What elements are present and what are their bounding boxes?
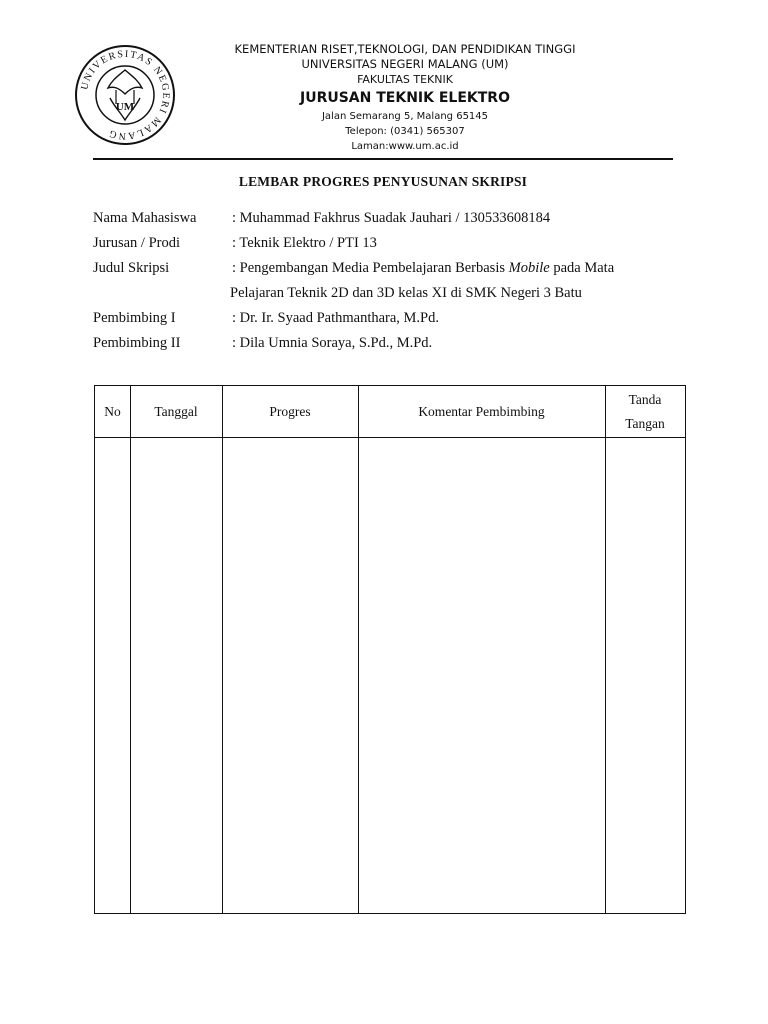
website: Laman:www.um.ac.id [351,141,459,152]
table-header-divider [95,437,685,438]
logo-center-text: UM [115,101,135,113]
progress-table [94,385,686,914]
field-label: Nama Mahasiswa [93,210,197,226]
table-column-divider [222,386,223,913]
field-label: Jurusan / Prodi [93,235,180,251]
department-name: JURUSAN TEKNIK ELEKTRO [300,90,510,106]
phone: Telepon: (0341) 565307 [345,126,465,137]
header-date: Tanggal [154,403,198,419]
university-logo [74,44,176,146]
letterhead [180,42,630,154]
header-signature-line2: Tangan [625,415,665,431]
header-signature [605,386,685,437]
field-label: Judul Skripsi [93,260,170,276]
thesis-title-part2: pada Mata [549,260,615,276]
header-signature-line1: Tanda [628,391,662,407]
ministry-name: KEMENTERIAN RISET,TEKNOLOGI, DAN PENDIDIKAN TINGGI [234,42,576,56]
field-label: Pembimbing I [93,310,176,326]
thesis-title-part1: : Pengembangan Media Pembelajaran Berbasis [232,260,509,276]
table-column-divider [358,386,359,913]
field-value: : Muhammad Fakhrus Suadak Jauhari / 130533608184 [232,210,551,226]
header-progress: Progres [269,403,311,419]
svg-text:UNIVERSITAS NEGERI MALANG [79,49,171,141]
field-label: Pembimbing II [93,335,181,351]
field-value: : Teknik Elektro / PTI 13 [232,235,377,251]
letterhead-divider [93,158,673,160]
field-value: Pelajaran Teknik 2D dan 3D kelas XI di SMK Negeri 3 Batu [230,285,582,301]
address: Jalan Semarang 5, Malang 65145 [321,111,489,122]
logo-ring-text: UNIVERSITAS NEGERI MALANG [79,48,172,142]
field-value: : Dr. Ir. Syaad Pathmanthara, M.Pd. [232,310,440,326]
header-comment: Komentar Pembimbing [418,403,545,419]
thesis-title-italic: Mobile [508,260,550,276]
university-name: UNIVERSITAS NEGERI MALANG (UM) [301,57,509,71]
header-no: No [104,403,121,419]
field-value [232,259,614,277]
document-title: LEMBAR PROGRES PENYUSUNAN SKRIPSI [238,174,528,189]
table-column-divider [130,386,131,913]
faculty-name: FAKULTAS TEKNIK [357,73,453,86]
table-column-divider [605,386,606,913]
field-value: : Dila Umnia Soraya, S.Pd., M.Pd. [232,335,433,351]
